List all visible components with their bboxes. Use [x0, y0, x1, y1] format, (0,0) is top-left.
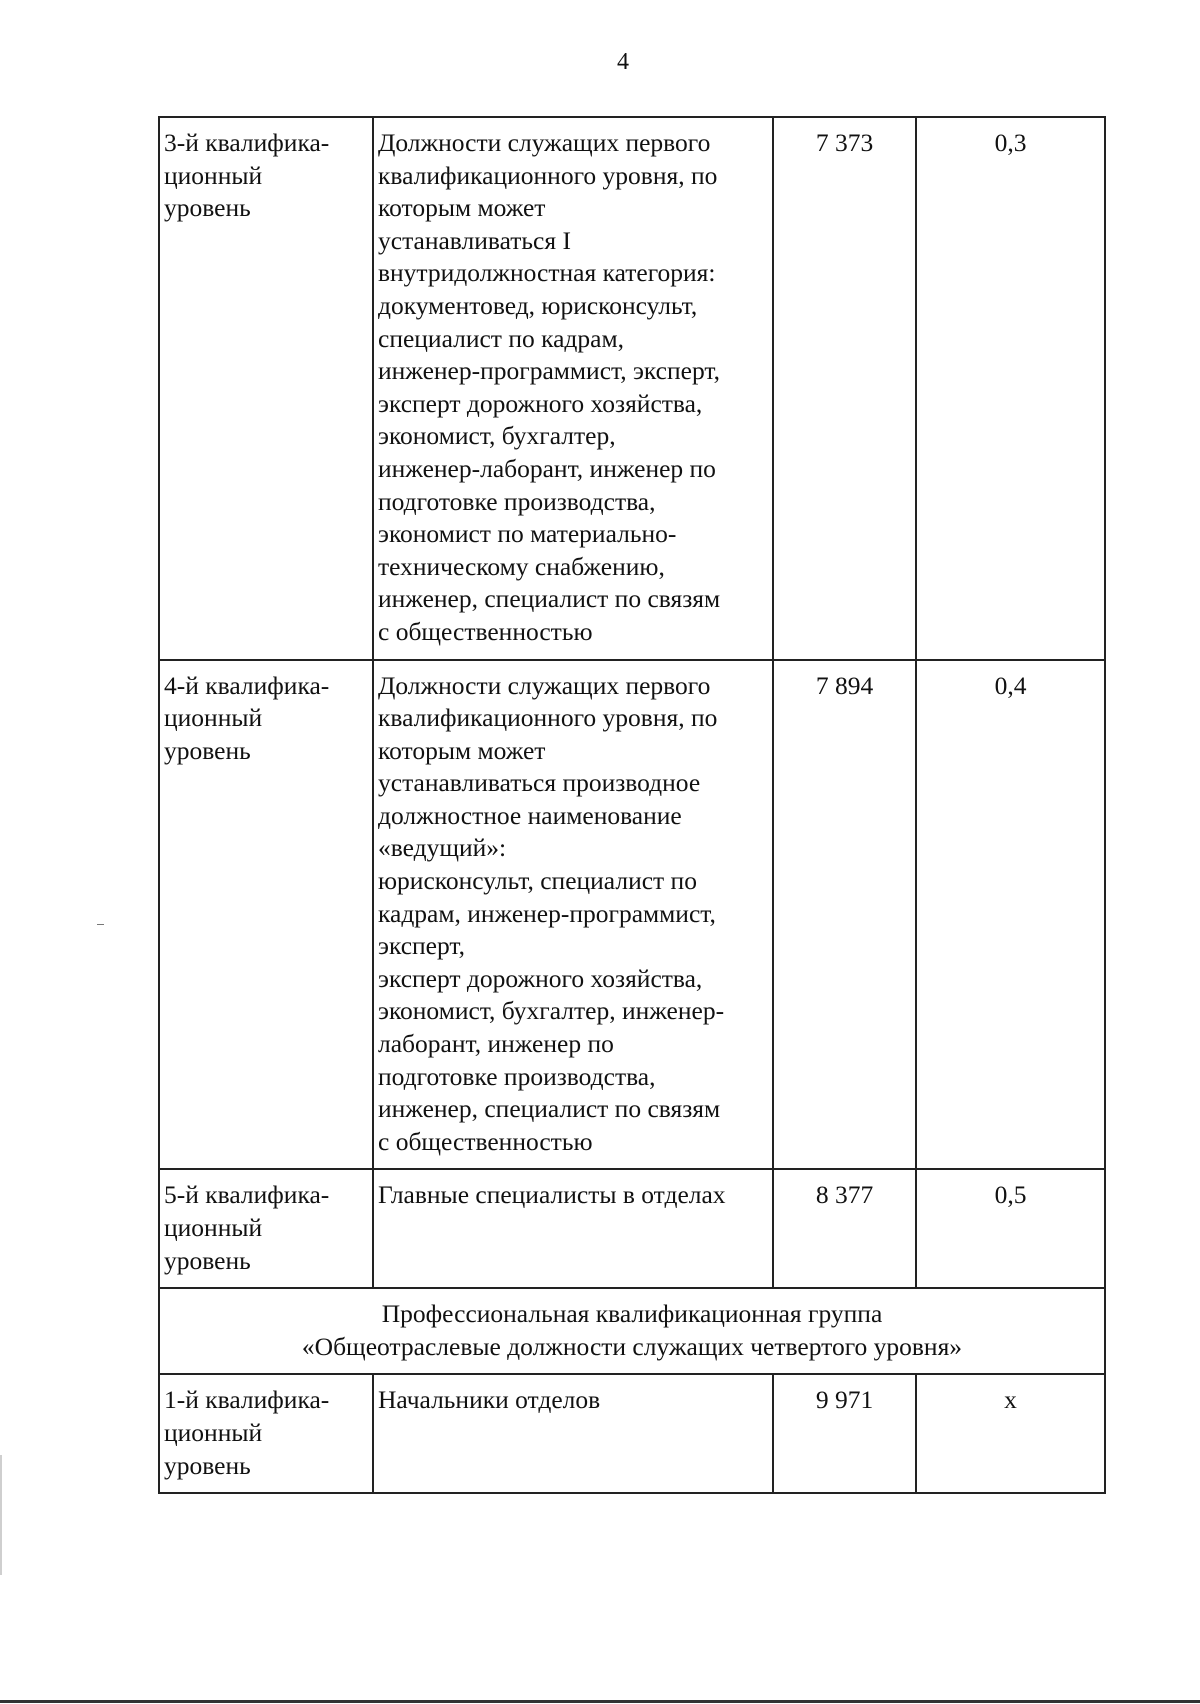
positions-cell — [373, 117, 773, 660]
positions-cell-line: эксперт, — [378, 931, 465, 961]
positions-cell-line: инженер-программист, эксперт, — [378, 356, 720, 386]
group-header-cell-line: «Общеотраслевые должности служащих четвертого уровня» — [301, 1331, 963, 1361]
positions-cell-line: «ведущий»: — [378, 833, 507, 863]
positions-cell-line: которым может — [378, 735, 546, 765]
positions-cell-line: специалист по кадрам, — [378, 323, 624, 353]
positions-cell-line: которым может — [378, 193, 546, 223]
positions-cell-line: эксперт дорожного хозяйства, — [378, 963, 703, 993]
positions-cell-line: устанавливаться производное — [378, 768, 701, 798]
qualification-level-cell-line: 1-й квалифика- — [164, 1385, 330, 1415]
positions-cell-line: документовед, юрисконсульт, — [378, 290, 698, 320]
scan-margin-mark — [0, 1455, 2, 1575]
scan-mark — [97, 924, 104, 925]
salary-cell: 8 377 — [773, 1169, 916, 1288]
salary-cell: 9 971 — [773, 1374, 916, 1493]
positions-cell-line: техническому снабжению, — [378, 551, 665, 581]
qualification-level-cell-line: ционный — [164, 1417, 263, 1447]
qualification-level-cell-line: уровень — [164, 1245, 251, 1275]
coefficient-cell: 0,3 — [916, 117, 1105, 660]
positions-cell-line: инженер-лаборант, инженер по — [378, 453, 716, 483]
coefficient-cell: 0,4 — [916, 660, 1105, 1170]
positions-cell-line: квалификационного уровня, по — [378, 703, 718, 733]
group-header-cell — [159, 1288, 1105, 1374]
table-row — [159, 1169, 1105, 1288]
positions-cell-line: экономист по материально- — [378, 519, 677, 549]
table-row — [159, 117, 1105, 660]
coefficient-cell: х — [916, 1374, 1105, 1493]
positions-cell-line: подготовке производства, — [378, 486, 656, 516]
qualification-level-cell-line: 3-й квалифика- — [164, 128, 330, 157]
positions-cell-line: экономист, бухгалтер, инженер- — [378, 996, 725, 1026]
positions-cell-line: Главные специалисты в отделах — [378, 1180, 726, 1210]
positions-cell-line: кадрам, инженер-программист, — [378, 898, 716, 928]
positions-cell-line: экономист, бухгалтер, — [378, 421, 616, 451]
positions-cell-line: подготовке производства, — [378, 1061, 656, 1091]
positions-cell-line: с общественностью — [378, 1126, 593, 1156]
positions-cell-line: устанавливаться I — [378, 225, 571, 255]
qualification-level-cell — [159, 660, 373, 1170]
qualification-table — [158, 116, 1106, 1494]
group-header-row — [159, 1288, 1105, 1374]
salary-cell: 7 894 — [773, 660, 916, 1170]
qualification-level-cell-line: ционный — [164, 1213, 263, 1242]
positions-cell-line: эксперт дорожного хозяйства, — [378, 388, 703, 418]
positions-cell-line: инженер, специалист по связям — [378, 584, 721, 614]
qualification-level-cell-line: ционный — [164, 703, 263, 733]
positions-cell — [373, 1374, 773, 1493]
qualification-level-cell-line: уровень — [164, 735, 251, 765]
positions-cell-line: внутридолжностная категория: — [378, 258, 716, 288]
positions-cell-line: с общественностью — [378, 616, 593, 646]
table-row — [159, 1374, 1105, 1493]
qualification-level-cell-line: 5-й квалифика- — [164, 1180, 330, 1210]
positions-cell-line: должностное наименование — [378, 800, 682, 830]
positions-cell-line: лаборант, инженер по — [378, 1029, 614, 1059]
positions-cell-line: Должности служащих первого — [378, 128, 711, 157]
qualification-level-cell-line: уровень — [164, 193, 251, 223]
positions-cell-line: квалификационного уровня, по — [378, 160, 718, 190]
scan-bottom-edge — [0, 1700, 1200, 1703]
page-number: 4 — [617, 49, 629, 75]
qualification-level-cell-line: 4-й квалифика- — [164, 670, 330, 700]
group-header-cell-line: Профессиональная квалификационная группа — [381, 1299, 883, 1329]
positions-cell-line: инженер, специалист по связям — [378, 1094, 721, 1124]
positions-cell-line: Должности служащих первого — [378, 670, 711, 700]
salary-cell: 7 373 — [773, 117, 916, 660]
coefficient-cell: 0,5 — [916, 1169, 1105, 1288]
table-row — [159, 660, 1105, 1170]
qualification-level-cell-line: уровень — [164, 1450, 251, 1480]
qualification-level-cell — [159, 117, 373, 660]
qualification-level-cell — [159, 1169, 373, 1288]
positions-cell — [373, 660, 773, 1170]
positions-cell-line: юрисконсульт, специалист по — [378, 866, 697, 896]
positions-cell-line: Начальники отделов — [378, 1385, 601, 1415]
qualification-level-cell-line: ционный — [164, 160, 263, 190]
positions-cell — [373, 1169, 773, 1288]
qualification-level-cell — [159, 1374, 373, 1493]
